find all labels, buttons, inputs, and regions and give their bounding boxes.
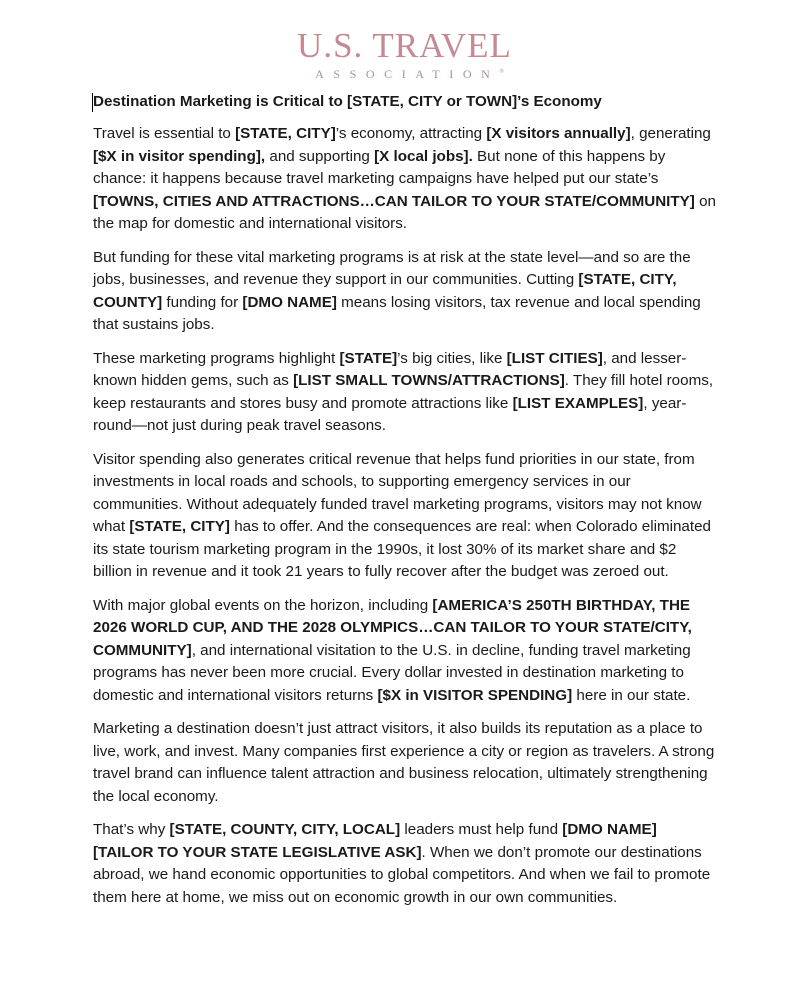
body-text: , and international visitation to the U.S. in decline, funding travel marketing programs has never been more crucial. Every dollar invested in destination marketing to domestic and international visitors returns — [93, 641, 691, 705]
body-text: . They fill hotel rooms, keep restaurants and stores busy and promote attractions like — [93, 372, 714, 412]
paragraph[interactable] — [93, 718, 717, 808]
placeholder-text: [STATE, CITY, COUNTY] — [93, 271, 677, 311]
paragraphs — [93, 123, 717, 910]
us-travel-logo — [0, 28, 809, 81]
body-text: But none of this happens by chance: it happens because travel marketing campaigns have helped put our state’s — [93, 147, 666, 188]
registered-mark: ® — [499, 69, 504, 75]
body-text: , year-round—not just during peak travel seasons. — [93, 394, 687, 435]
body-text: on the map for domestic and international visitors. — [93, 192, 716, 233]
logo-subtitle — [0, 65, 809, 81]
body-text: , and lesser-known hidden gems, such as — [93, 349, 687, 390]
placeholder-text: [TOWNS, CITIES AND ATTRACTIONS…CAN TAILOR TO YOUR STATE/COMMUNITY] — [93, 192, 695, 210]
placeholder-text: [LIST SMALL TOWNS/ATTRACTIONS] — [293, 372, 565, 390]
placeholder-text: [$X in VISITOR SPENDING] — [377, 687, 573, 705]
paragraph[interactable] — [93, 123, 717, 236]
placeholder-text: [STATE, CITY] — [235, 125, 336, 142]
body-text: With major global events on the horizon, including — [93, 596, 433, 614]
logo-subtitle-text: ASSOCIATION — [315, 67, 500, 81]
body-text: . When we don’t promote our destinations abroad, we hand economic opportunities to global competitors. And when we fail to promote them here at home, we miss out on economic growth in our own communities. — [93, 843, 711, 906]
placeholder-text: [DMO NAME] — [242, 293, 337, 311]
placeholder-text: [STATE, CITY] — [129, 518, 230, 536]
placeholder-text: [X visitors annually] — [486, 125, 631, 142]
paragraph[interactable] — [93, 819, 717, 909]
document-body[interactable] — [93, 91, 717, 920]
paragraph[interactable] — [93, 449, 717, 585]
body-text: means losing visitors, tax revenue and local spending that sustains jobs. — [93, 293, 701, 334]
body-text: Travel is essential to — [93, 125, 236, 142]
body-text: These marketing programs highlight — [93, 349, 340, 367]
body-text: ’s big cities, like — [397, 349, 507, 367]
body-text: has to offer. And the consequences are real: when Colorado eliminated its state tourism marketing program in the 1990s, it lost 30% of its market share and $2 billion in revenue and it took 21 years to fully recover after the budget was zeroed out. — [93, 518, 711, 581]
body-text: ’s economy, attracting — [335, 125, 487, 142]
body-text: , generating — [630, 125, 711, 142]
placeholder-text: [$X in visitor spending], — [93, 147, 266, 165]
body-text: and supporting — [265, 147, 375, 165]
placeholder-text: [X local jobs]. — [374, 147, 473, 165]
document-title[interactable] — [93, 91, 717, 113]
placeholder-text: [LIST EXAMPLES] — [512, 394, 644, 412]
body-text: That’s why — [93, 821, 170, 839]
body-text: leaders must help fund — [400, 821, 563, 839]
body-text: Marketing a destination doesn’t just attract visitors, it also builds its reputation as a place to live, work, and invest. Many companies first experience a city or region as travelers. A strong travel brand can influence talent attraction and business relocation, ultimately strengthening the local economy. — [93, 720, 715, 805]
text-cursor — [92, 93, 93, 112]
placeholder-text: [STATE] — [339, 349, 398, 367]
document-title-text: Destination Marketing is Critical to [STATE, CITY or TOWN]’s Economy — [93, 93, 602, 110]
placeholder-text: [DMO NAME] [TAILOR TO YOUR STATE LEGISLATIVE ASK] — [93, 821, 657, 861]
body-text: Visitor spending also generates critical revenue that helps fund priorities in our state, from investments in local roads and schools, to supporting emergency services in our communities. Without adequately funded travel marketing programs, visitors may not know what — [93, 450, 702, 536]
paragraph[interactable] — [93, 595, 717, 708]
placeholder-text: [STATE, COUNTY, CITY, LOCAL] — [169, 821, 401, 839]
paragraph[interactable] — [93, 348, 717, 438]
logo-wordmark: U.S. TRAVEL — [297, 26, 512, 65]
placeholder-text: [AMERICA’S 250TH BIRTHDAY, THE 2026 WORLD CUP, AND THE 2028 OLYMPICS…CAN TAILOR TO YOUR STATE/CITY, COMMUNITY] — [93, 596, 692, 659]
body-text: But funding for these vital marketing programs is at risk at the state level—and so are the jobs, businesses, and revenue they support in our communities. Cutting — [93, 248, 691, 289]
placeholder-text: [LIST CITIES] — [506, 349, 603, 367]
paragraph[interactable] — [93, 247, 717, 337]
body-text: funding for — [162, 293, 243, 311]
body-text: here in our state. — [572, 687, 691, 705]
